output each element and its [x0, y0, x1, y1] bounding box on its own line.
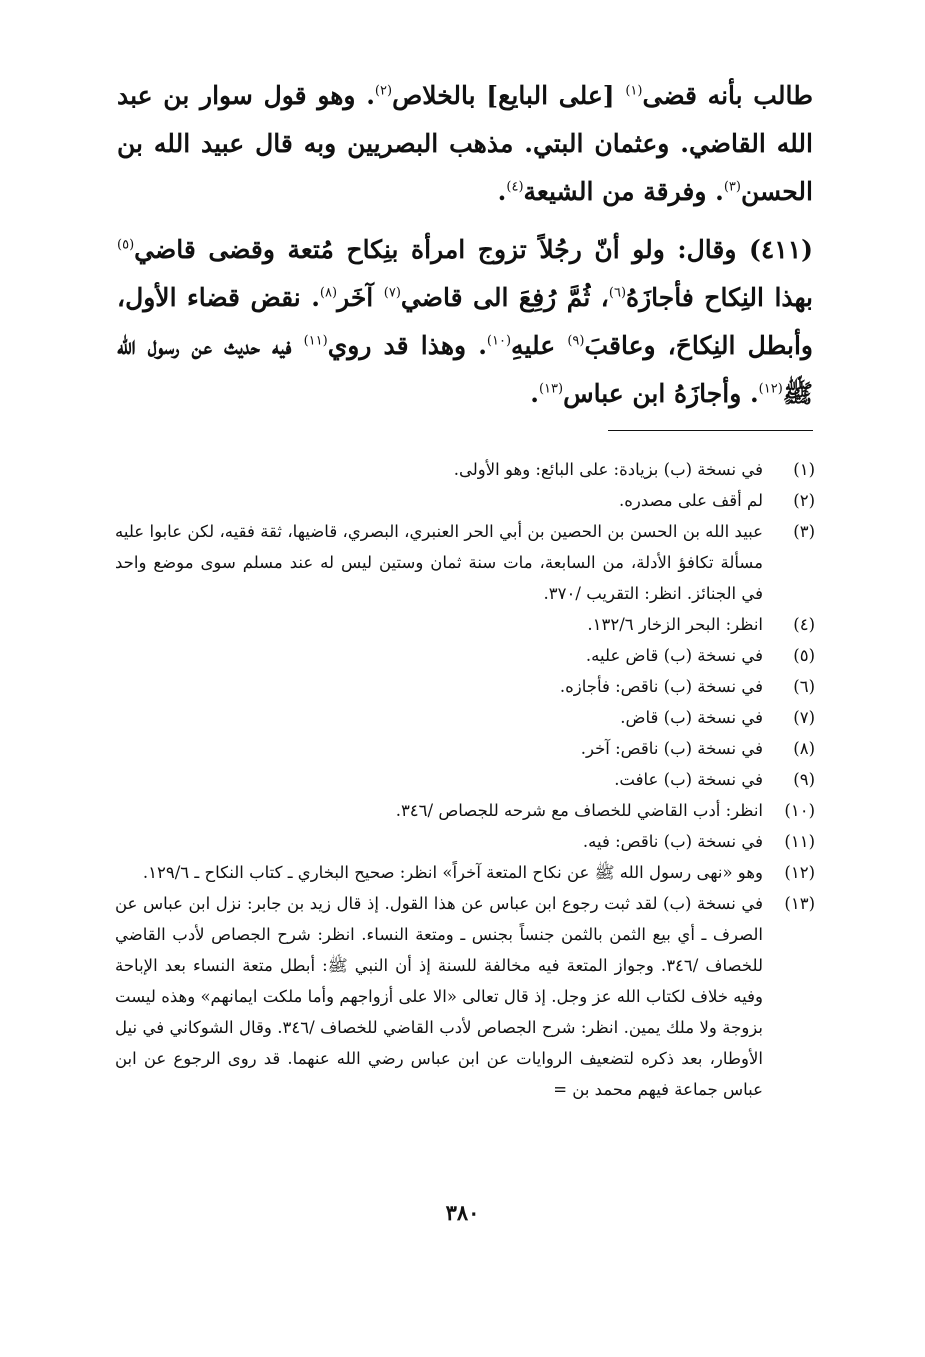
main-text-run: عليهِ — [511, 331, 568, 360]
footnote-number: (٧) — [793, 708, 815, 727]
footnote-number: (٣) — [793, 522, 815, 541]
footnote-text: في نسخة (ب) بزيادة: على البائع: وهو الأولى. — [453, 460, 763, 479]
footnote-marker[interactable]: (٣) — [723, 179, 741, 195]
footnotes-section — [115, 454, 815, 1105]
footnote-number: (٤) — [793, 615, 815, 634]
footnote-marker[interactable]: (٢) — [374, 83, 393, 99]
footnote-number: (٥) — [793, 646, 815, 665]
footnote-text: في نسخة (ب) لقد ثبت رجوع ابن عباس عن هذا القول. إذ قال زيد بن جابر: نزل ابن عباس عن الصرف ـ أي بيع الثمن بالثمن جنساً بجنس ـ ومتعة النساء. انظر: شرح الجصاص لأدب القاضي للخصاف /٣٤٦. وجواز المتعة فيه مخالفة للسنة إذ أن النبي ﷺ: أبطل متعة النساء بعد الإباحة وفيه خلاف لكتاب الله عز وجل. إذ قال تعالى «الا على أزواجهم وأما ملكت ايمانهم» وهذه ليست بزوجة ولا ملك يمين. انظر: شرح الجصاص لأدب القاضي للخصاف /٣٤٦. وقال الشوكاني في نيل الأوطار، بعد ذكره لتضعيف الروايات عن ابن عباس رضي الله عنهما. قد روى الرجوع عن ابن عباس جماعة فيهم محمد بن = — [115, 894, 764, 1099]
main-paragraph-2 — [117, 226, 813, 418]
main-text-run: آخَر — [337, 283, 384, 312]
footnote-number: (٢) — [793, 491, 815, 510]
footnote-item — [115, 764, 815, 795]
footnote-marker[interactable]: (١٢) — [758, 381, 783, 397]
footnote-item — [115, 857, 815, 888]
main-text-run: . وفرقة من الشيعة — [523, 177, 724, 206]
footnote-item — [115, 888, 815, 1105]
footnote-text: انظر: البحر الزخار ١٣٢/٦. — [587, 615, 763, 634]
footnote-item — [115, 826, 815, 857]
main-text-run: بهذا النِكاح فأجازَهُ — [626, 283, 814, 312]
footnote-item — [115, 671, 815, 702]
footnote-text: في نسخة (ب) قاض عليه. — [585, 646, 763, 665]
footnote-item — [115, 795, 815, 826]
footnote-item — [115, 702, 815, 733]
main-text-run: . نقض قضاء الأول، وأبطل النِكاحَ، وعاقبَ — [117, 283, 813, 360]
footnote-item — [115, 516, 815, 609]
footnote-text: في نسخة (ب) عافت. — [614, 770, 763, 789]
footnote-item — [115, 609, 815, 640]
footnote-text: في نسخة (ب) ناقص: فيه. — [582, 832, 763, 851]
footnote-marker[interactable]: (٤) — [506, 179, 524, 195]
footnote-marker[interactable]: (١٣) — [538, 381, 564, 397]
footnote-marker[interactable]: (١٠) — [486, 333, 512, 349]
footnote-text: انظر: أدب القاضي للخصاف مع شرحه للجصاص /٣٤٦. — [395, 801, 763, 820]
footnote-marker[interactable]: (١) — [625, 83, 643, 99]
footnote-text: في نسخة (ب) ناقص: فأجازه. — [559, 677, 763, 696]
footnote-marker[interactable]: (٦) — [608, 285, 627, 301]
main-text-run: ، ثُمَّ رُفِعَ الى قاضي — [400, 283, 609, 312]
main-text-run: . وهذا قد روي — [327, 331, 487, 360]
main-text-run: . — [530, 379, 539, 408]
main-text-run: . وأجازَهُ ابن عباس — [563, 379, 759, 408]
footnote-text: في نسخة (ب) ناقص: آخر. — [580, 739, 763, 758]
footnote-number: (١) — [793, 460, 815, 479]
footnote-item — [115, 733, 815, 764]
main-text-run: . وهو قول سوار بن عبد الله القاضي. وعثمان البتي. مذهب البصريين وبه قال عبيد الله بن الحسن — [117, 81, 813, 206]
footnote-number: (٩) — [793, 770, 815, 789]
footnote-marker[interactable]: (٨) — [319, 285, 338, 301]
footnote-text: وهو «نهى رسول الله ﷺ عن نكاح المتعة آخراً» انظر: صحيح البخاري ـ كتاب النكاح ـ ١٢٩/٦. — [142, 863, 763, 882]
main-text-run: فيه حديث عن رسول الله ﷺ — [117, 331, 813, 408]
footnote-number: (١٢) — [784, 863, 815, 882]
footnote-divider — [608, 430, 813, 431]
footnote-number: (٦) — [793, 677, 815, 696]
main-paragraph-1 — [117, 72, 813, 216]
footnote-marker[interactable]: (٩) — [567, 333, 585, 349]
footnote-marker[interactable]: (٧) — [383, 285, 401, 301]
main-text-run: طالب بأنه قضى — [642, 81, 813, 110]
page-number: ٣٨٠ — [445, 1200, 480, 1225]
main-text — [117, 72, 813, 418]
footnote-number: (١٣) — [784, 894, 815, 913]
footnote-number: (٨) — [793, 739, 815, 758]
footnote-item — [115, 485, 815, 516]
main-text-run: . — [497, 177, 507, 206]
footnote-text: عبيد الله بن الحسن بن الحصين بن أبي الحر العنبري، البصري، قاضيها، ثقة فقيه، لكن عابوا عليه مسألة تكافؤ الأدلة، من السابعة، مات سنة ثمان وستين ليس له عند مسلم سوى موضع واحد في الجنائز. انظر: التقريب /٣٧٠. — [115, 522, 763, 603]
footnote-number: (١٠) — [784, 801, 815, 820]
footnote-text: في نسخة (ب) قاض. — [620, 708, 763, 727]
footnote-number: (١١) — [784, 832, 815, 851]
main-text-run: [على البايع] بالخلاص — [392, 81, 626, 110]
main-text-run: وقال: ولو أنّ رجُلاً تزوج امرأة بنِكاح مُتعة وقضى قاضي — [134, 235, 750, 264]
footnote-text: لم أقف على مصدره. — [618, 491, 763, 510]
paragraph-number: (٤١١) — [749, 235, 813, 264]
footnote-marker[interactable]: (٥) — [117, 237, 135, 253]
footnote-marker[interactable]: (١١) — [303, 333, 328, 349]
footnote-item — [115, 640, 815, 671]
footnote-item — [115, 454, 815, 485]
